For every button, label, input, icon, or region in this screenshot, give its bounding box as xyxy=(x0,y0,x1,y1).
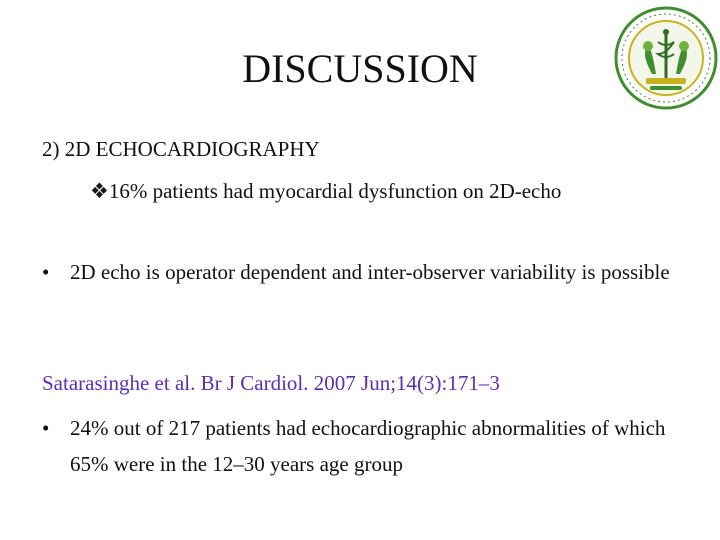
bullet-icon: • xyxy=(42,416,50,440)
bullet-item xyxy=(42,254,702,290)
slide-title: DISCUSSION xyxy=(242,46,478,91)
citation-link[interactable]: Satarasinghe et al. Br J Cardiol. 2007 Jun;14(3):171–3 xyxy=(42,371,500,395)
diamond-bullet-icon: ❖ xyxy=(90,179,109,203)
finding-item xyxy=(90,174,561,208)
bullet-text: 2D echo is operator dependent and inter-observer variability is possible xyxy=(70,260,670,284)
bullet-icon: • xyxy=(42,260,50,284)
bullet-item xyxy=(42,410,702,482)
institute-seal-icon xyxy=(612,4,720,112)
bullet-text: 24% out of 217 patients had echocardiographic abnormalities of which 65% were in the 12–30 years age group xyxy=(70,416,666,476)
section-heading: 2) 2D ECHOCARDIOGRAPHY xyxy=(42,137,320,161)
finding-text: 16% patients had myocardial dysfunction on 2D-echo xyxy=(108,179,562,203)
